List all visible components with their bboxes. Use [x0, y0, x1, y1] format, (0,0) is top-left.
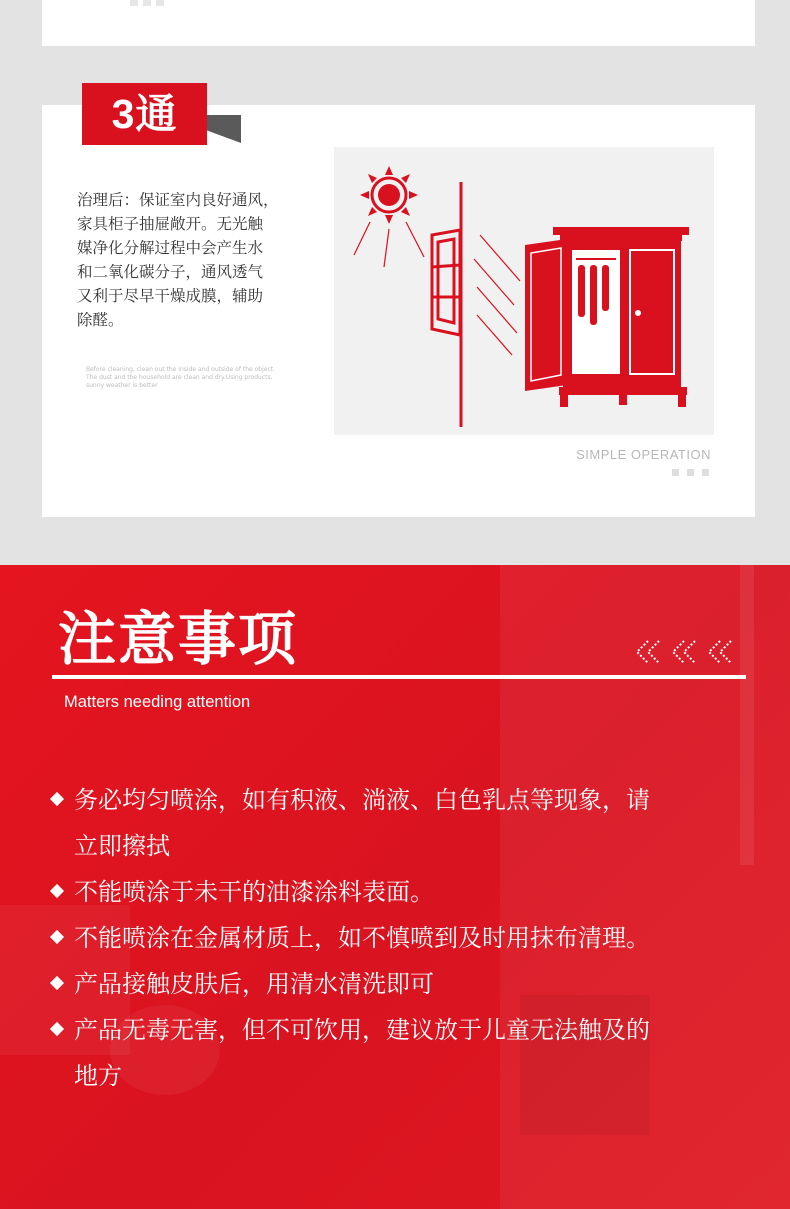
list-item [50, 777, 750, 823]
description-line: 和二氧化碳分子，通风透气 [77, 263, 264, 281]
decorative-dots [130, 0, 164, 6]
description-line: 家具柜子抽屉敞开。无光触 [77, 215, 264, 233]
list-item [50, 961, 750, 1007]
notes-subtitle: Matters needing attention [64, 693, 251, 711]
window-icon [432, 230, 460, 335]
diamond-bullet-icon [50, 930, 64, 944]
diamond-bullet-icon [50, 976, 64, 990]
list-item-text: 产品无毒无害，但不可饮用，建议放于儿童无法触及的 [74, 1016, 650, 1044]
small-text-line: sunny weather is better [86, 382, 158, 389]
diamond-bullet-icon [50, 884, 64, 898]
list-item-text: 不能喷涂于未干的油漆涂料表面。 [74, 878, 434, 906]
simple-operation-caption: SIMPLE OPERATION [576, 447, 711, 462]
small-text-line: The dust and the household are clean and dry.Using products, [86, 374, 273, 381]
chevrons-left-icon [634, 637, 742, 667]
description-line: 治理后：保证室内良好通风， [77, 191, 279, 209]
list-item-text: 产品接触皮肤后，用清水清洗即可 [74, 970, 434, 998]
list-item-continuation: 地方 [74, 1062, 122, 1090]
description-line: 又利于尽早干燥成膜，辅助 [77, 287, 264, 305]
description-line: 除醛。 [77, 311, 124, 329]
list-item [50, 1007, 750, 1053]
list-item-continuation: 立即擦拭 [74, 832, 170, 860]
sun-icon [360, 166, 418, 224]
decorative-dots [672, 469, 709, 476]
diamond-bullet-icon [50, 792, 64, 806]
list-item-text: 务必均匀喷涂，如有积液、淌液、白色乳点等现象，请 [74, 786, 650, 814]
diamond-bullet-icon [50, 1022, 64, 1036]
english-small-text [86, 366, 301, 390]
section-badge: 3通 [82, 83, 207, 145]
title-underline [52, 675, 746, 679]
list-item-text: 不能喷涂在金属材质上，如不慎喷到及时用抹布清理。 [74, 924, 650, 952]
notes-list [50, 777, 750, 1099]
small-text-line: Before cleaning, clean out the inside and outside of the object. [86, 366, 276, 373]
previous-section-card [42, 0, 755, 46]
notes-title: 注意事项 [58, 605, 299, 673]
ventilation-illustration [334, 147, 714, 435]
list-item [50, 915, 750, 961]
description-line: 媒净化分解过程中会产生水 [77, 239, 264, 257]
list-item [50, 869, 750, 915]
notes-section [0, 565, 790, 1209]
wardrobe-icon [525, 227, 689, 407]
description-text [77, 188, 327, 332]
